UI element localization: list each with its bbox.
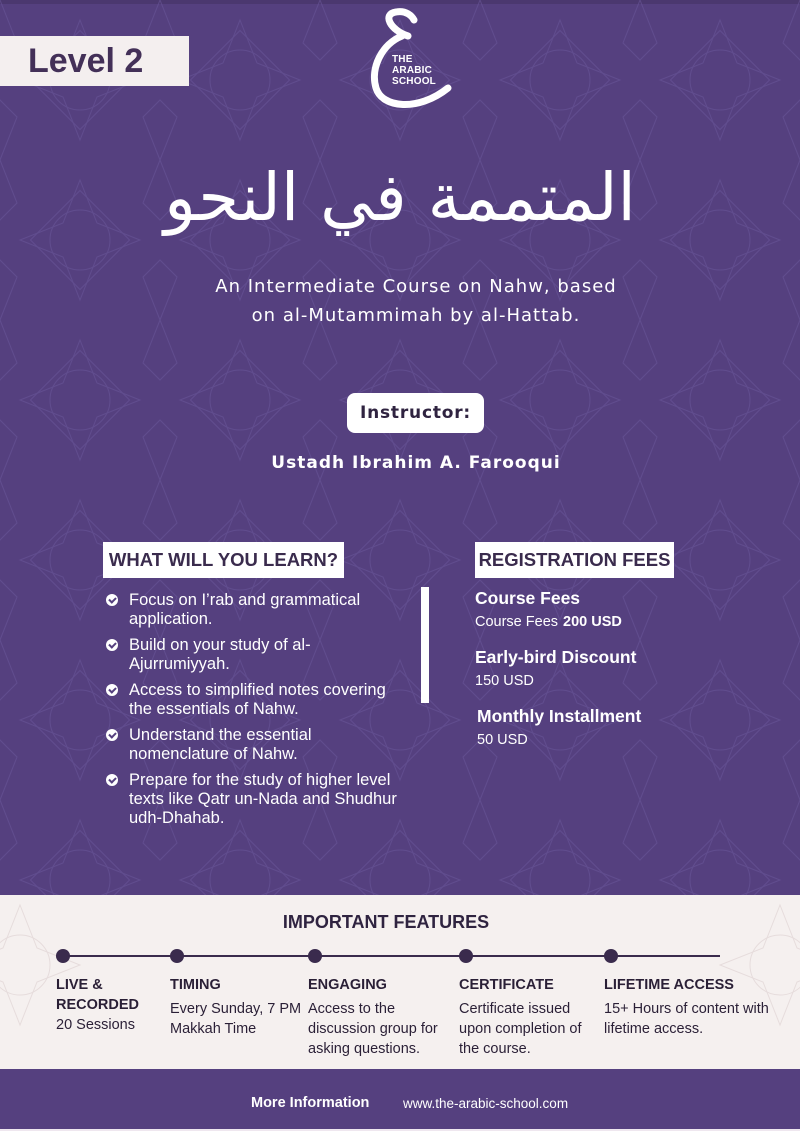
feature-lifetime-access bbox=[604, 975, 774, 1039]
feature-timing bbox=[170, 975, 305, 1039]
feature-live-recorded bbox=[56, 975, 166, 1035]
list-item bbox=[106, 591, 406, 629]
course-fees-label: Course Fees bbox=[475, 614, 559, 630]
learn-item-text: Focus on I’rab and grammatical application. bbox=[129, 591, 361, 628]
feature-desc: 15+ Hours of content with lifetime access. bbox=[604, 1001, 769, 1037]
website-link[interactable]: www.the-arabic-school.com bbox=[403, 1096, 569, 1111]
check-icon bbox=[106, 684, 118, 696]
timeline-dot bbox=[56, 949, 70, 963]
learn-item-text: Understand the essential nomenclature of Nahw. bbox=[129, 726, 312, 763]
learn-item-text: Access to simplified notes covering the essentials of Nahw. bbox=[129, 681, 386, 718]
feature-certificate bbox=[459, 975, 594, 1059]
monthly-installment-value: 50 USD bbox=[477, 732, 528, 748]
fees-heading: REGISTRATION FEES bbox=[475, 542, 674, 578]
course-fees-row bbox=[475, 614, 622, 630]
list-item bbox=[106, 636, 406, 674]
logo-line-2: ARABIC bbox=[392, 65, 433, 76]
feature-desc: 20 Sessions bbox=[56, 1017, 135, 1033]
timeline-dot bbox=[170, 949, 184, 963]
timeline-line bbox=[63, 955, 720, 957]
check-icon bbox=[106, 639, 118, 651]
feature-desc: Access to the discussion group for asking questions. bbox=[308, 1001, 438, 1057]
instructor-label: Instructor: bbox=[347, 393, 484, 433]
timeline-dot bbox=[604, 949, 618, 963]
feature-title: CERTIFICATE bbox=[459, 977, 554, 993]
footer bbox=[0, 1069, 800, 1131]
list-item bbox=[106, 726, 406, 764]
feature-title: LIFETIME ACCESS bbox=[604, 977, 734, 993]
timeline-dot bbox=[459, 949, 473, 963]
learn-item-text: Prepare for the study of higher level texts like Qatr un-Nada and Shudhur udh-Dhahab. bbox=[129, 771, 397, 827]
list-item bbox=[106, 771, 406, 828]
subtitle-line-1: An Intermediate Course on Nahw, based bbox=[215, 276, 617, 297]
logo-line-1: THE bbox=[392, 54, 413, 65]
vertical-divider bbox=[421, 587, 429, 703]
course-fees-block bbox=[475, 588, 622, 630]
feature-title: ENGAGING bbox=[308, 977, 387, 993]
learn-heading: WHAT WILL YOU LEARN? bbox=[103, 542, 344, 578]
course-title-arabic: المتممة في النحو bbox=[164, 159, 636, 236]
feature-desc: Every Sunday, 7 PM Makkah Time bbox=[170, 1001, 302, 1037]
logo-wordmark bbox=[392, 54, 436, 87]
check-icon bbox=[106, 729, 118, 741]
features-section bbox=[0, 895, 800, 1069]
logo-line-3: SCHOOL bbox=[392, 76, 436, 87]
feature-engaging bbox=[308, 975, 456, 1059]
monthly-installment-block bbox=[477, 706, 641, 748]
early-bird-title: Early-bird Discount bbox=[475, 647, 637, 667]
instructor-name: Ustadh Ibrahim A. Farooqui bbox=[271, 453, 561, 473]
feature-desc: Certificate issued upon completion of the course. bbox=[459, 1001, 582, 1057]
level-badge: Level 2 bbox=[0, 36, 189, 86]
feature-title: TIMING bbox=[170, 977, 221, 993]
course-fees-title: Course Fees bbox=[475, 588, 581, 608]
more-information-label: More Information bbox=[251, 1095, 370, 1111]
list-item bbox=[106, 681, 406, 719]
subtitle-line-2: on al-Mutammimah by al-Hattab. bbox=[251, 305, 581, 326]
check-icon bbox=[106, 774, 118, 786]
early-bird-block bbox=[475, 647, 636, 689]
course-subtitle bbox=[150, 272, 682, 330]
features-heading: IMPORTANT FEATURES bbox=[282, 912, 490, 932]
course-fees-value: 200 USD bbox=[563, 614, 622, 630]
monthly-installment-title: Monthly Installment bbox=[477, 706, 642, 726]
learn-list bbox=[106, 591, 406, 835]
learn-item-text: Build on your study of al-Ajurrumiyyah. bbox=[129, 636, 311, 673]
feature-title: LIVE & RECORDED bbox=[56, 977, 139, 1013]
check-icon bbox=[106, 594, 118, 606]
timeline-dot bbox=[308, 949, 322, 963]
early-bird-value: 150 USD bbox=[475, 673, 534, 689]
